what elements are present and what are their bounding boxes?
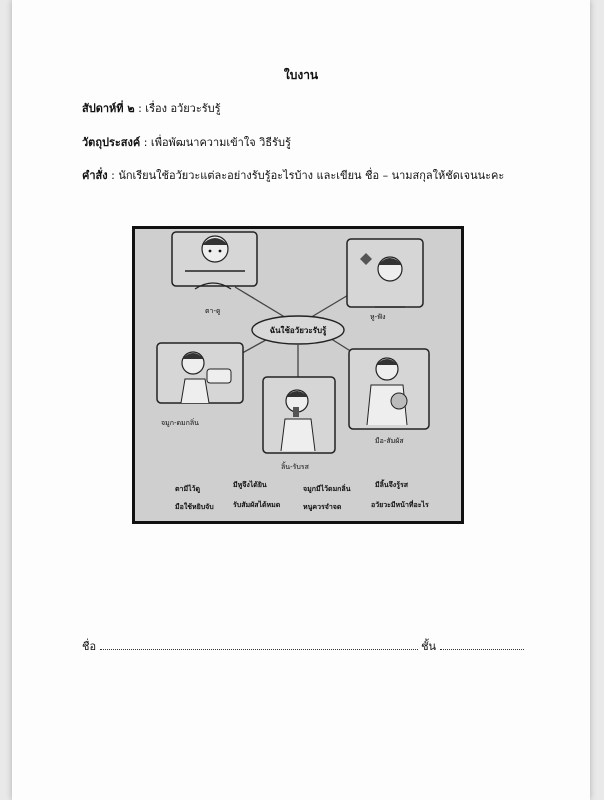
note-6: รับสัมผัสได้หมด (233, 501, 281, 509)
senses-diagram (135, 229, 461, 521)
ears-label: หู-ฟัง (370, 313, 386, 321)
week-label: สัปดาห์ที่ ๒ (82, 102, 135, 115)
class-label: ชั้น (421, 640, 437, 653)
nose-label: จมูก-ดมกลิ่น (161, 419, 199, 427)
instruction-label: คำสั่ง (82, 169, 108, 182)
name-line (82, 637, 524, 655)
jar-icon (207, 369, 231, 383)
ice-cream-icon (293, 407, 299, 417)
note-2: มีหูจึงได้ยิน (233, 481, 267, 489)
note-7: หนูควรจำจด (303, 503, 342, 511)
center-label: ฉันใช้อวัยวะรับรู้ (269, 326, 327, 335)
objective-line (82, 133, 291, 151)
name-blank (100, 640, 418, 650)
senses-diagram-photo (132, 226, 464, 524)
objective-text: : เพื่อพัฒนาความเข้าใจ วิธีรับรู้ (143, 136, 291, 149)
worksheet-title: ใบงาน (283, 68, 319, 82)
class-blank (440, 640, 524, 650)
eyes-panel (172, 232, 257, 289)
note-5: มือใช้หยิบจับ (175, 503, 214, 511)
worksheet-page (12, 0, 590, 800)
instruction-text: : นักเรียนใช้อวัยวะแต่ละอย่างรับรู้อะไรบ้าง และเขียน ชื่อ – นามสกุลให้ชัดเจนนะคะ (111, 169, 505, 182)
week-line (82, 99, 221, 117)
eyes-label: ตา-ดู (205, 307, 221, 315)
hands-panel (349, 349, 429, 429)
note-8: อวัยวะมีหน้าที่อะไร (371, 501, 429, 509)
week-text: : เรื่อง อวัยวะรับรู้ (138, 102, 221, 115)
nose-panel (157, 343, 243, 403)
tongue-label: ลิ้น-รับรส (281, 463, 309, 471)
note-1: ตามีไว้ดู (175, 485, 201, 493)
instruction-line (82, 166, 504, 184)
objective-label: วัตถุประสงค์ (82, 136, 141, 149)
ears-panel (347, 239, 423, 307)
tongue-panel (263, 377, 335, 453)
hands-label: มือ-สัมผัส (375, 437, 404, 445)
hedgehog-icon (391, 393, 407, 409)
note-4: มีลิ้นจึงรู้รส (375, 481, 409, 489)
name-label: ชื่อ (82, 640, 97, 653)
note-3: จมูกมีไว้ดมกลิ่น (303, 485, 351, 493)
